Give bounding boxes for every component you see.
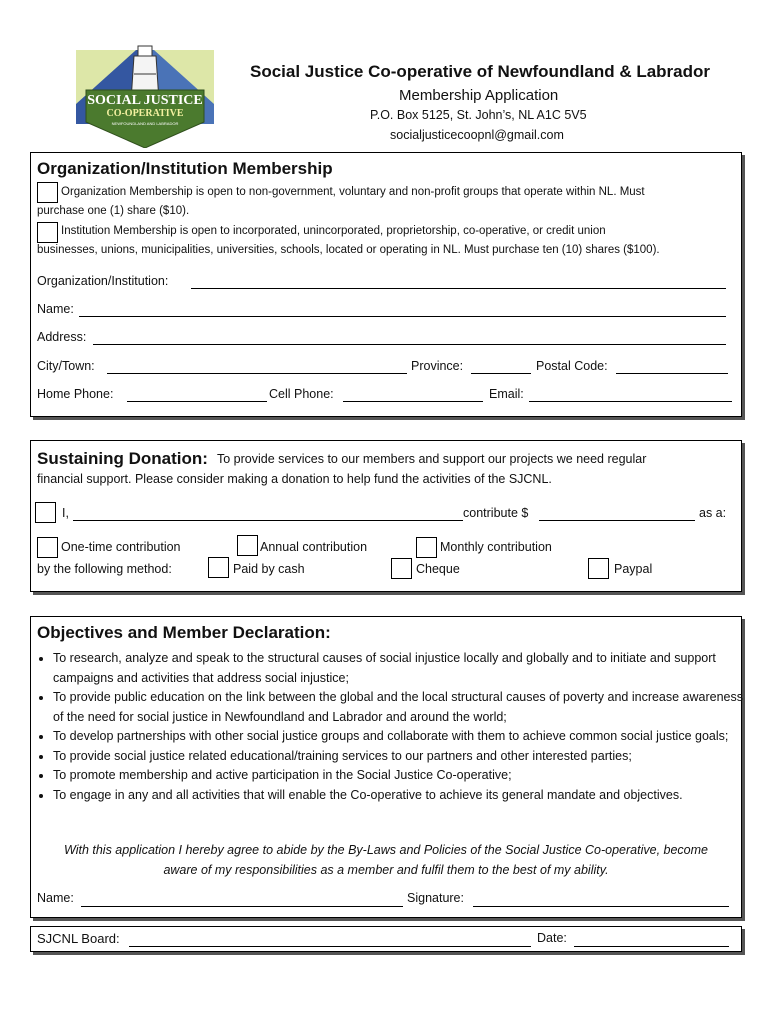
board-input[interactable]	[129, 946, 531, 947]
objective-item: • To promote membership and active participation in the Social Justice Co-operative;	[53, 766, 747, 786]
contribution-amount-input[interactable]	[539, 520, 695, 521]
organization-section	[30, 152, 742, 417]
page-subtitle: Membership Application	[399, 87, 559, 104]
organization-membership-text-2: purchase one (1) share ($10).	[37, 205, 190, 217]
objective-item: • To provide social justice related educational/training services to our partners and other interested parties;	[53, 747, 747, 767]
city-label: City/Town:	[37, 359, 95, 373]
annual-checkbox[interactable]	[237, 535, 258, 556]
annual-label: Annual contribution	[260, 540, 368, 554]
method-label: by the following method:	[37, 562, 172, 576]
one-time-checkbox[interactable]	[37, 537, 58, 558]
logo-text-3: NEWFOUNDLAND AND LABRADOR	[111, 121, 179, 126]
member-name-input[interactable]	[81, 906, 403, 907]
organization-membership-checkbox[interactable]	[37, 182, 58, 203]
province-input[interactable]	[471, 373, 531, 374]
donation-heading: Sustaining Donation:	[37, 449, 208, 468]
donation-intro-2: financial support. Please consider making a donation to help fund the activities of the SJCNL.	[37, 472, 552, 486]
contribute-checkbox[interactable]	[35, 502, 56, 523]
member-name-label: Name:	[37, 891, 74, 905]
postal-code-input[interactable]	[616, 373, 728, 374]
signature-label: Signature:	[407, 891, 464, 905]
logo-text-1: SOCIAL JUSTICE	[87, 93, 203, 108]
objective-item: • To engage in any and all activities that will enable the Co-operative to achieve its general mandate and objectives.	[53, 786, 747, 806]
page-title: Social Justice Co-operative of Newfoundland & Labrador	[250, 62, 711, 81]
name-input[interactable]	[79, 316, 726, 317]
organization-membership-text: Organization Membership is open to non-government, voluntary and non-profit groups that operate within NL. Must	[61, 186, 645, 198]
donation-section	[30, 440, 742, 592]
i-label: I,	[62, 506, 69, 520]
institution-membership-text-2: businesses, unions, municipalities, universities, schools, located or operating in NL. Must purchase ten (10) shares ($100).	[37, 244, 660, 256]
monthly-label: Monthly contribution	[440, 540, 552, 554]
objectives-list	[37, 649, 747, 805]
paypal-label: Paypal	[614, 562, 653, 576]
organization-heading: Organization/Institution Membership	[37, 159, 333, 178]
paypal-checkbox[interactable]	[588, 558, 609, 579]
one-time-label: One-time contribution	[61, 540, 181, 554]
email-label: Email:	[489, 387, 524, 401]
objective-item: • To research, analyze and speak to the structural causes of social injustice locally and globally and to initiate and support campaigns and activities that address social injustice;	[53, 649, 747, 688]
contact-email: socialjusticecoopnl@gmail.com	[390, 128, 564, 142]
contribute-label: contribute $	[463, 506, 529, 520]
objectives-section	[30, 616, 742, 918]
contributor-name-input[interactable]	[73, 520, 463, 521]
institution-membership-checkbox[interactable]	[37, 222, 58, 243]
donation-intro: To provide services to our members and support our projects we need regular	[217, 452, 647, 466]
postal-code-label: Postal Code:	[536, 359, 608, 373]
org-label: Organization/Institution:	[37, 274, 169, 288]
date-label: Date:	[537, 931, 567, 945]
cell-phone-label: Cell Phone:	[269, 387, 334, 401]
signature-input[interactable]	[473, 906, 729, 907]
province-label: Province:	[411, 359, 464, 373]
board-label: SJCNL Board:	[37, 931, 120, 946]
board-section	[30, 926, 742, 952]
objective-item: • To provide public education on the link between the global and the local structural causes of poverty and increase awareness of the need for social justice in Newfoundland and Labrador and around the world;	[53, 688, 747, 727]
cheque-checkbox[interactable]	[391, 558, 412, 579]
cell-phone-input[interactable]	[343, 401, 483, 402]
date-input[interactable]	[574, 946, 729, 947]
email-input[interactable]	[529, 401, 732, 402]
cheque-label: Cheque	[416, 562, 460, 576]
institution-membership-text: Institution Membership is open to incorporated, unincorporated, proprietorship, co-operative, or credit union	[61, 225, 606, 237]
objectives-heading: Objectives and Member Declaration:	[37, 623, 331, 642]
cash-label: Paid by cash	[233, 562, 305, 576]
logo	[76, 44, 214, 148]
name-label: Name:	[37, 302, 74, 316]
city-input[interactable]	[107, 373, 407, 374]
as-a-label: as a:	[699, 506, 727, 520]
home-phone-label: Home Phone:	[37, 387, 114, 401]
objective-item: • To develop partnerships with other social justice groups and collaborate with them to achieve common social justice goals;	[53, 727, 747, 747]
address-input[interactable]	[93, 344, 726, 345]
address-label: Address:	[37, 330, 87, 344]
mailing-address: P.O. Box 5125, St. John’s, NL A1C 5V5	[370, 108, 587, 122]
org-input[interactable]	[191, 288, 726, 289]
home-phone-input[interactable]	[127, 401, 267, 402]
logo-text-2: CO-OPERATIVE	[106, 108, 184, 119]
member-declaration: With this application I hereby agree to abide by the By-Laws and Policies of the Social Justice Co-operative, become aware of my responsibilities as a member and fulfil them to the best of my ability.	[64, 843, 708, 877]
monthly-checkbox[interactable]	[416, 537, 437, 558]
cash-checkbox[interactable]	[208, 557, 229, 578]
